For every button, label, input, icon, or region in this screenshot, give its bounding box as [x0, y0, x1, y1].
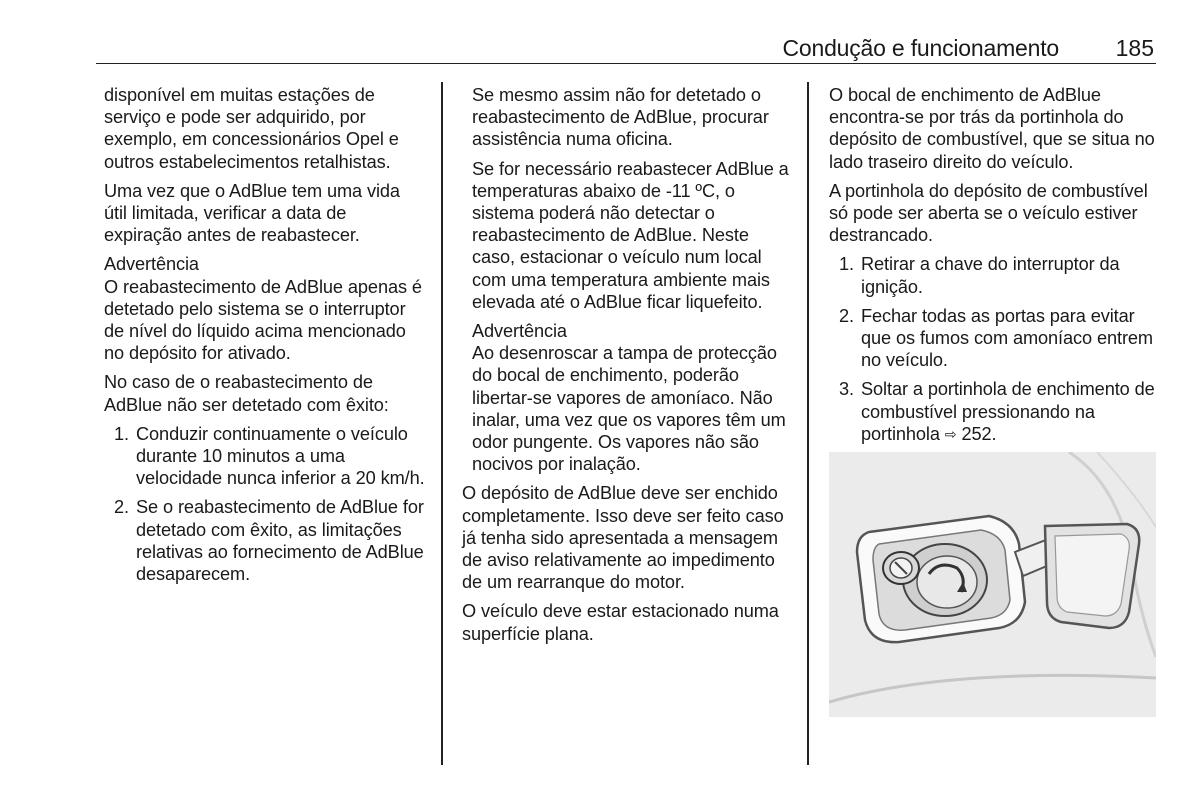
- list-item: [104, 423, 426, 490]
- list-item: [829, 378, 1159, 445]
- warning-heading: Advertência: [104, 254, 199, 275]
- page-number: 185: [1115, 35, 1154, 61]
- paragraph: O depósito de AdBlue deve ser enchido completamente. Isso deve ser feito caso já tenha sido apresentada a mensagem de aviso relativamente ao impedimento de um rearranque do motor.: [462, 483, 784, 593]
- paragraph: No caso de o reabastecimento de AdBlue não ser detetado com êxito:: [104, 372, 389, 415]
- list-item: [829, 305, 1159, 372]
- list-text: Se o reabastecimento de AdBlue for detetado com êxito, as limitações relativas ao fornecimento de AdBlue desaparecem.: [136, 497, 424, 585]
- paragraph: A portinhola do depósito de combustível só pode ser aberta se o veículo estiver destrancado.: [829, 180, 1148, 246]
- paragraph: disponível em muitas estações de serviço e pode ser adquirido, por exemplo, em concessionários Opel e outros estabelecimentos retalhistas.: [104, 85, 399, 172]
- list-number: 2.: [839, 305, 854, 326]
- list-text: Fechar todas as portas para evitar que os fumos com amoníaco entrem no veículo.: [861, 305, 1153, 371]
- list-text: Conduzir continuamente o veículo durante 10 minutos a uma velocidade nunca inferior a 20 km/h.: [136, 423, 425, 489]
- text-column-1: [104, 84, 426, 592]
- section-title: Condução e funcionamento: [782, 35, 1059, 61]
- list-number: 3.: [839, 379, 854, 400]
- paragraph: Uma vez que o AdBlue tem uma vida útil limitada, verificar a data de expiração antes de reabastecer.: [104, 180, 400, 246]
- list-text: Retirar a chave do interruptor da ignição.: [861, 254, 1120, 297]
- fuel-flap-drawing: [829, 452, 1156, 717]
- warning-text: O reabastecimento de AdBlue apenas é detetado pelo sistema se o interruptor de nível do líquido acima mencionado no depósito for ativado.: [104, 276, 422, 364]
- paragraph: Se mesmo assim não for detetado o reabastecimento de AdBlue, procurar assistência numa oficina.: [472, 85, 769, 150]
- list-number: 1.: [839, 254, 854, 275]
- fuel-flap-illustration: [829, 452, 1156, 717]
- page-reference-link[interactable]: 252.: [961, 423, 997, 444]
- text-column-2: [462, 84, 792, 652]
- numbered-list: [829, 253, 1159, 445]
- warning-text: Ao desenroscar a tampa de protecção do bocal de enchimento, poderão libertar-se vapores de amoníaco. Não inalar, uma vez que os vapores têm um odor pungente. Os vapores não são nocivos por inalação.: [472, 343, 786, 475]
- warning-heading: Advertência: [472, 321, 567, 342]
- list-text: Soltar a portinhola de enchimento de combustível pressionando na portinhola: [861, 379, 1155, 444]
- text-column-3: [829, 84, 1159, 452]
- paragraph: O bocal de enchimento de AdBlue encontra-se por trás da portinhola do depósito de combustível, que se situa no lado traseiro direito do veículo.: [829, 85, 1155, 172]
- list-number: 2.: [114, 497, 129, 518]
- numbered-list: [104, 423, 426, 585]
- indented-block: [462, 84, 792, 475]
- list-item: [104, 496, 426, 585]
- list-number: 1.: [114, 423, 129, 444]
- paragraph: O veículo deve estar estacionado numa superfície plana.: [462, 601, 779, 644]
- page-reference-arrow-icon: ⇨: [944, 425, 957, 442]
- column-divider-2: [807, 82, 809, 765]
- page-header: [96, 33, 1156, 64]
- column-divider-1: [441, 82, 443, 765]
- list-item: [829, 253, 1159, 297]
- paragraph: Se for necessário reabastecer AdBlue a temperaturas abaixo de -11 ºC, o sistema poderá não detectar o reabastecimento de AdBlue. Neste caso, estacionar o veículo num local com uma temperatura ambiente mais elevada até o AdBlue ficar liquefeito.: [472, 158, 789, 312]
